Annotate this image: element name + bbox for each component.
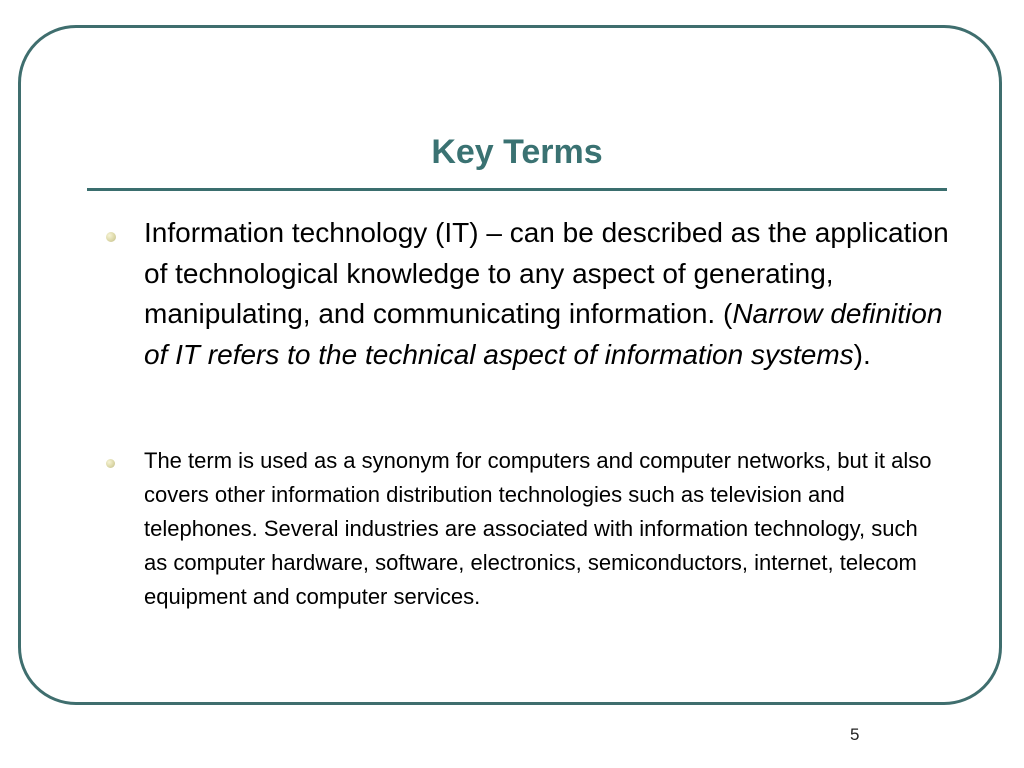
bullet-item-2: [144, 444, 934, 614]
slide-title: Key Terms: [431, 133, 603, 171]
bullet-item-1: [144, 213, 964, 375]
bullet-1-end-text: ).: [853, 338, 871, 370]
bullet-1-main-text: Information technology (IT) – can be described as the application of technological knowledge to any aspect of generating, manipulating, and communicating information. (: [144, 217, 949, 329]
bullet-dot-icon: [106, 459, 115, 468]
bullet-1-italic-text: Narrow definition of IT refers to the technical aspect of information systems: [144, 298, 943, 370]
page-number: 5: [850, 725, 860, 744]
title-divider: [87, 188, 947, 191]
bullet-2-text: The term is used as a synonym for computers and computer networks, but it also covers other information distribution technologies such as television and telephones. Several industries are associated with information technology, such as computer hardware, software, electronics, semiconductors, internet, telecom equipment and computer services.: [144, 448, 932, 609]
bullet-dot-icon: [106, 232, 116, 242]
